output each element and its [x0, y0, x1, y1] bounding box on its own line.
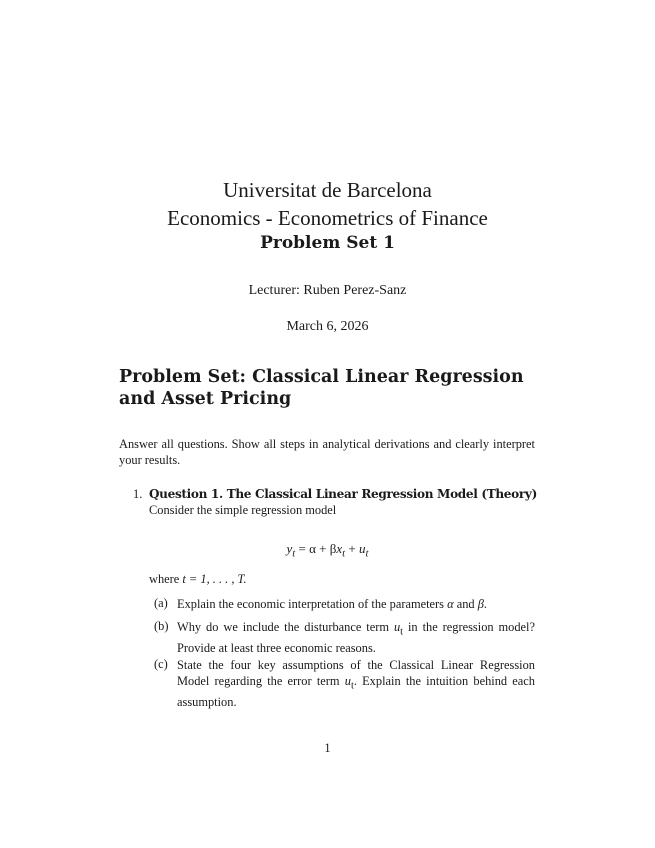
question-text: Consider the simple regression model	[149, 503, 337, 517]
eq-x: x	[336, 541, 343, 556]
part-c-post: . Explain the intuition behind each assumption.	[177, 674, 535, 710]
part-a-alpha: α	[447, 597, 454, 611]
part-c-u: u	[344, 674, 351, 688]
eq-u: u	[359, 541, 366, 556]
eq-rhs-params: = α + β	[295, 541, 337, 556]
where-clause	[149, 572, 247, 587]
instructions-paragraph: Answer all questions. Show all steps in analytical derivations and clearly interpret your results.	[119, 437, 535, 467]
where-prefix: where	[149, 572, 183, 586]
part-a-pre: Explain the economic interpretation of the parameters	[177, 597, 448, 611]
question-number: 1.	[133, 487, 143, 501]
part-b-label: (b)	[154, 619, 169, 633]
document-date: March 6, 2026	[286, 319, 369, 334]
section-title: Problem Set: Classical Linear Regression and Asset Pricing	[119, 367, 524, 409]
eq-lhs: y	[286, 541, 293, 556]
part-b-text	[177, 619, 535, 656]
part-c-u-sub: t	[350, 680, 354, 692]
part-a-beta: β	[477, 597, 484, 611]
where-math: t = 1, . . . , T.	[182, 572, 247, 586]
part-c-text	[177, 657, 535, 710]
part-a-text	[177, 596, 535, 612]
regression-equation	[0, 541, 655, 560]
part-a-post: .	[483, 597, 487, 611]
eq-u-sub: t	[365, 547, 369, 560]
eq-x-sub: t	[342, 547, 346, 560]
problem-set-title: Problem Set 1	[260, 233, 395, 253]
lecturer-line: Lecturer: Ruben Perez-Sanz	[248, 283, 407, 298]
course-title: Economics - Econometrics of Finance	[167, 206, 488, 230]
institution-name: Universitat de Barcelona	[223, 178, 432, 202]
part-b-post: in the regression model? Provide at least three economic reasons.	[177, 620, 535, 656]
part-b-u: u	[393, 620, 401, 634]
page-number: 1	[324, 741, 331, 755]
part-b-pre: Why do we include the disturbance term	[177, 620, 394, 634]
part-b-u-sub: t	[400, 626, 404, 638]
eq-lhs-sub: t	[292, 547, 296, 560]
eq-plus: +	[345, 541, 359, 556]
question-title: Question 1. The Classical Linear Regression Model (Theory)	[149, 487, 537, 501]
part-c-label: (c)	[154, 657, 168, 671]
part-c-pre: State the four key assumptions of the Classical Linear Regression Model regarding the error term	[177, 658, 535, 688]
part-a-label: (a)	[154, 596, 168, 610]
part-a-mid: and	[453, 597, 478, 611]
